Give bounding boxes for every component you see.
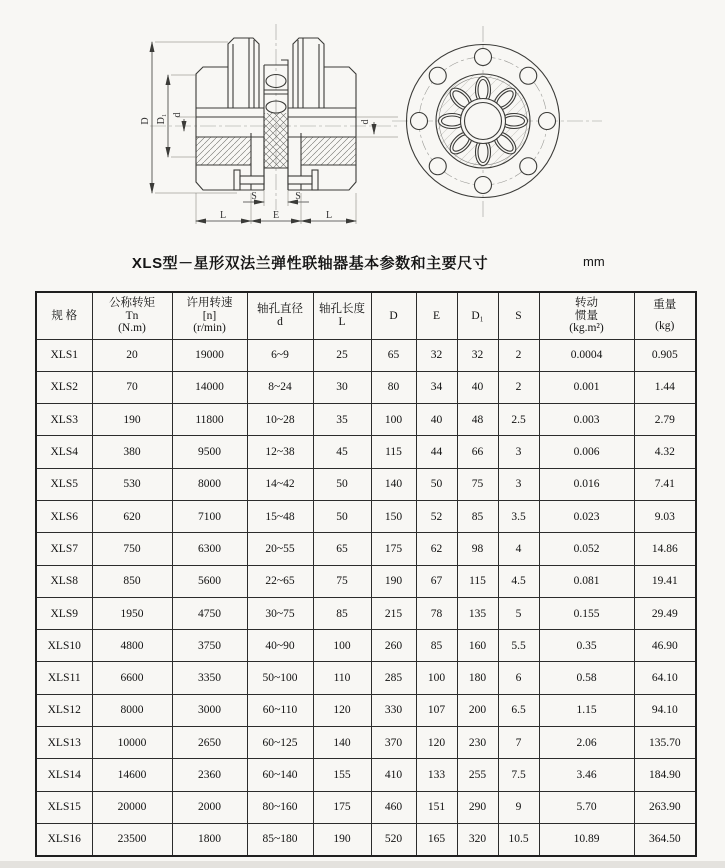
table-row bbox=[36, 468, 696, 500]
value-cell: 8000 bbox=[92, 694, 172, 726]
value-cell: 370 bbox=[371, 727, 416, 759]
value-cell: 30 bbox=[313, 371, 371, 403]
value-cell: 7.5 bbox=[498, 759, 539, 791]
column-header-line: 重量 bbox=[653, 298, 677, 311]
table-header-row bbox=[36, 292, 696, 339]
value-cell: 100 bbox=[371, 404, 416, 436]
value-cell: 115 bbox=[371, 436, 416, 468]
front-view bbox=[392, 26, 602, 217]
value-cell: 20000 bbox=[92, 791, 172, 823]
value-cell: 9.03 bbox=[634, 500, 696, 532]
value-cell: 5.5 bbox=[498, 630, 539, 662]
value-cell: 215 bbox=[371, 597, 416, 629]
value-cell: 3 bbox=[498, 436, 539, 468]
page-title: XLS型－星形双法兰弹性联轴器基本参数和主要尺寸 bbox=[131, 255, 489, 272]
column-header bbox=[457, 292, 498, 339]
value-cell: 6300 bbox=[172, 533, 247, 565]
value-cell: 50 bbox=[313, 500, 371, 532]
value-cell: 135.70 bbox=[634, 727, 696, 759]
dim-label-D1: D₁ bbox=[156, 113, 167, 125]
column-header-line: [n] bbox=[202, 309, 217, 322]
value-cell: 0.006 bbox=[539, 436, 634, 468]
value-cell: 80 bbox=[371, 371, 416, 403]
value-cell: 263.90 bbox=[634, 791, 696, 823]
value-cell: 380 bbox=[92, 436, 172, 468]
dim-label-d-right: d bbox=[360, 119, 371, 125]
value-cell: 64.10 bbox=[634, 662, 696, 694]
value-cell: 25 bbox=[313, 339, 371, 371]
value-cell: 52 bbox=[416, 500, 457, 532]
column-header bbox=[36, 292, 92, 339]
technical-drawing bbox=[0, 0, 725, 250]
column-header bbox=[172, 292, 247, 339]
value-cell: 120 bbox=[313, 694, 371, 726]
table-row bbox=[36, 630, 696, 662]
value-cell: 0.003 bbox=[539, 404, 634, 436]
spec-cell: XLS3 bbox=[36, 404, 92, 436]
column-header-line: (kg) bbox=[655, 320, 675, 333]
value-cell: 2.5 bbox=[498, 404, 539, 436]
value-cell: 14.86 bbox=[634, 533, 696, 565]
value-cell: 6 bbox=[498, 662, 539, 694]
dim-label-S-left: S bbox=[251, 191, 257, 202]
value-cell: 8~24 bbox=[247, 371, 313, 403]
value-cell: 10000 bbox=[92, 727, 172, 759]
value-cell: 175 bbox=[371, 533, 416, 565]
value-cell: 200 bbox=[457, 694, 498, 726]
value-cell: 1.44 bbox=[634, 371, 696, 403]
column-header-line: Tn bbox=[125, 309, 139, 322]
value-cell: 10.5 bbox=[498, 823, 539, 855]
value-cell: 620 bbox=[92, 500, 172, 532]
value-cell: 14000 bbox=[172, 371, 247, 403]
value-cell: 0.023 bbox=[539, 500, 634, 532]
value-cell: 140 bbox=[313, 727, 371, 759]
table-row bbox=[36, 727, 696, 759]
value-cell: 3 bbox=[498, 468, 539, 500]
unit-label: mm bbox=[583, 254, 605, 269]
value-cell: 135 bbox=[457, 597, 498, 629]
value-cell: 78 bbox=[416, 597, 457, 629]
spec-cell: XLS16 bbox=[36, 823, 92, 855]
table-row bbox=[36, 533, 696, 565]
value-cell: 45 bbox=[313, 436, 371, 468]
value-cell: 0.016 bbox=[539, 468, 634, 500]
value-cell: 6600 bbox=[92, 662, 172, 694]
value-cell: 6~9 bbox=[247, 339, 313, 371]
value-cell: 85 bbox=[313, 597, 371, 629]
value-cell: 46.90 bbox=[634, 630, 696, 662]
table-row bbox=[36, 500, 696, 532]
dim-label-d-left: d bbox=[172, 112, 183, 118]
dim-label-L-left: L bbox=[219, 210, 227, 221]
value-cell: 75 bbox=[313, 565, 371, 597]
value-cell: 133 bbox=[416, 759, 457, 791]
value-cell: 35 bbox=[313, 404, 371, 436]
value-cell: 260 bbox=[371, 630, 416, 662]
table-row bbox=[36, 759, 696, 791]
value-cell: 15~48 bbox=[247, 500, 313, 532]
value-cell: 175 bbox=[313, 791, 371, 823]
value-cell: 44 bbox=[416, 436, 457, 468]
value-cell: 34 bbox=[416, 371, 457, 403]
column-header bbox=[371, 292, 416, 339]
column-header-line: S bbox=[515, 309, 522, 322]
column-header-line: 转动 bbox=[575, 297, 598, 309]
value-cell: 107 bbox=[416, 694, 457, 726]
value-cell: 4.5 bbox=[498, 565, 539, 597]
table-row bbox=[36, 436, 696, 468]
value-cell: 2360 bbox=[172, 759, 247, 791]
dim-label-E: E bbox=[272, 210, 280, 221]
value-cell: 184.90 bbox=[634, 759, 696, 791]
column-header-line: (kg.m²) bbox=[569, 322, 604, 334]
table-row bbox=[36, 371, 696, 403]
column-header bbox=[92, 292, 172, 339]
value-cell: 65 bbox=[371, 339, 416, 371]
value-cell: 2 bbox=[498, 339, 539, 371]
value-cell: 60~140 bbox=[247, 759, 313, 791]
value-cell: 520 bbox=[371, 823, 416, 855]
value-cell: 85 bbox=[457, 500, 498, 532]
value-cell: 50 bbox=[416, 468, 457, 500]
value-cell: 5600 bbox=[172, 565, 247, 597]
value-cell: 0.0004 bbox=[539, 339, 634, 371]
value-cell: 85 bbox=[416, 630, 457, 662]
value-cell: 80~160 bbox=[247, 791, 313, 823]
value-cell: 4.32 bbox=[634, 436, 696, 468]
value-cell: 0.58 bbox=[539, 662, 634, 694]
spec-cell: XLS11 bbox=[36, 662, 92, 694]
value-cell: 190 bbox=[371, 565, 416, 597]
dimension-labels bbox=[140, 113, 371, 222]
value-cell: 100 bbox=[313, 630, 371, 662]
spec-cell: XLS5 bbox=[36, 468, 92, 500]
value-cell: 60~125 bbox=[247, 727, 313, 759]
value-cell: 4 bbox=[498, 533, 539, 565]
value-cell: 100 bbox=[416, 662, 457, 694]
value-cell: 460 bbox=[371, 791, 416, 823]
value-cell: 150 bbox=[371, 500, 416, 532]
value-cell: 7 bbox=[498, 727, 539, 759]
value-cell: 4800 bbox=[92, 630, 172, 662]
spec-cell: XLS8 bbox=[36, 565, 92, 597]
value-cell: 11800 bbox=[172, 404, 247, 436]
value-cell: 8000 bbox=[172, 468, 247, 500]
value-cell: 20~55 bbox=[247, 533, 313, 565]
spec-cell: XLS14 bbox=[36, 759, 92, 791]
value-cell: 23500 bbox=[92, 823, 172, 855]
value-cell: 65 bbox=[313, 533, 371, 565]
column-header bbox=[313, 292, 371, 339]
value-cell: 115 bbox=[457, 565, 498, 597]
column-header bbox=[247, 292, 313, 339]
value-cell: 7.41 bbox=[634, 468, 696, 500]
value-cell: 140 bbox=[371, 468, 416, 500]
page-edge-strip bbox=[0, 861, 725, 868]
value-cell: 1800 bbox=[172, 823, 247, 855]
value-cell: 32 bbox=[457, 339, 498, 371]
column-header-line: 公称转矩 bbox=[109, 297, 155, 309]
value-cell: 750 bbox=[92, 533, 172, 565]
value-cell: 230 bbox=[457, 727, 498, 759]
value-cell: 2650 bbox=[172, 727, 247, 759]
value-cell: 40 bbox=[457, 371, 498, 403]
value-cell: 12~38 bbox=[247, 436, 313, 468]
value-cell: 5 bbox=[498, 597, 539, 629]
value-cell: 94.10 bbox=[634, 694, 696, 726]
table-body bbox=[36, 339, 696, 856]
spec-cell: XLS6 bbox=[36, 500, 92, 532]
dim-label-S-right: S bbox=[295, 191, 301, 202]
table-row bbox=[36, 597, 696, 629]
spec-cell: XLS2 bbox=[36, 371, 92, 403]
value-cell: 50~100 bbox=[247, 662, 313, 694]
column-header bbox=[498, 292, 539, 339]
spec-cell: XLS9 bbox=[36, 597, 92, 629]
value-cell: 330 bbox=[371, 694, 416, 726]
value-cell: 160 bbox=[457, 630, 498, 662]
value-cell: 4750 bbox=[172, 597, 247, 629]
value-cell: 70 bbox=[92, 371, 172, 403]
value-cell: 66 bbox=[457, 436, 498, 468]
column-header-line: 轴孔长度 bbox=[319, 303, 365, 316]
value-cell: 5.70 bbox=[539, 791, 634, 823]
value-cell: 14~42 bbox=[247, 468, 313, 500]
column-header-line: E bbox=[432, 309, 441, 322]
value-cell: 0.35 bbox=[539, 630, 634, 662]
value-cell: 3350 bbox=[172, 662, 247, 694]
column-header-line: L bbox=[338, 315, 346, 328]
table-row bbox=[36, 339, 696, 371]
column-header-line: (N.m) bbox=[118, 322, 146, 334]
value-cell: 410 bbox=[371, 759, 416, 791]
value-cell: 0.905 bbox=[634, 339, 696, 371]
value-cell: 2.79 bbox=[634, 404, 696, 436]
value-cell: 19000 bbox=[172, 339, 247, 371]
value-cell: 2.06 bbox=[539, 727, 634, 759]
spec-cell: XLS1 bbox=[36, 339, 92, 371]
value-cell: 75 bbox=[457, 468, 498, 500]
table-row bbox=[36, 694, 696, 726]
dim-label-D: D bbox=[140, 117, 151, 125]
value-cell: 190 bbox=[92, 404, 172, 436]
table-row bbox=[36, 791, 696, 823]
value-cell: 6.5 bbox=[498, 694, 539, 726]
column-header-line: D₁ bbox=[471, 309, 484, 322]
value-cell: 3.46 bbox=[539, 759, 634, 791]
value-cell: 20 bbox=[92, 339, 172, 371]
value-cell: 2000 bbox=[172, 791, 247, 823]
value-cell: 40~90 bbox=[247, 630, 313, 662]
parameters-table bbox=[35, 291, 697, 857]
value-cell: 1.15 bbox=[539, 694, 634, 726]
spec-cell: XLS10 bbox=[36, 630, 92, 662]
value-cell: 3000 bbox=[172, 694, 247, 726]
value-cell: 22~65 bbox=[247, 565, 313, 597]
value-cell: 110 bbox=[313, 662, 371, 694]
column-header bbox=[634, 292, 696, 339]
value-cell: 165 bbox=[416, 823, 457, 855]
value-cell: 9 bbox=[498, 791, 539, 823]
value-cell: 0.081 bbox=[539, 565, 634, 597]
value-cell: 40 bbox=[416, 404, 457, 436]
value-cell: 180 bbox=[457, 662, 498, 694]
value-cell: 151 bbox=[416, 791, 457, 823]
column-header bbox=[416, 292, 457, 339]
value-cell: 50 bbox=[313, 468, 371, 500]
value-cell: 850 bbox=[92, 565, 172, 597]
value-cell: 30~75 bbox=[247, 597, 313, 629]
value-cell: 14600 bbox=[92, 759, 172, 791]
value-cell: 67 bbox=[416, 565, 457, 597]
column-header-line: d bbox=[277, 315, 283, 328]
value-cell: 62 bbox=[416, 533, 457, 565]
value-cell: 285 bbox=[371, 662, 416, 694]
column-header-line: 轴孔直径 bbox=[257, 303, 303, 316]
value-cell: 2 bbox=[498, 371, 539, 403]
spec-cell: XLS13 bbox=[36, 727, 92, 759]
column-header bbox=[539, 292, 634, 339]
value-cell: 530 bbox=[92, 468, 172, 500]
column-header-line: 许用转速 bbox=[186, 297, 233, 309]
value-cell: 32 bbox=[416, 339, 457, 371]
spec-cell: XLS7 bbox=[36, 533, 92, 565]
column-header-line: 惯量 bbox=[575, 309, 598, 322]
table-row bbox=[36, 823, 696, 855]
value-cell: 3750 bbox=[172, 630, 247, 662]
value-cell: 9500 bbox=[172, 436, 247, 468]
value-cell: 29.49 bbox=[634, 597, 696, 629]
value-cell: 190 bbox=[313, 823, 371, 855]
table-row bbox=[36, 404, 696, 436]
value-cell: 85~180 bbox=[247, 823, 313, 855]
value-cell: 0.052 bbox=[539, 533, 634, 565]
value-cell: 0.155 bbox=[539, 597, 634, 629]
column-header-line: (r/min) bbox=[193, 322, 226, 334]
value-cell: 255 bbox=[457, 759, 498, 791]
value-cell: 0.001 bbox=[539, 371, 634, 403]
value-cell: 98 bbox=[457, 533, 498, 565]
spec-cell: XLS15 bbox=[36, 791, 92, 823]
value-cell: 7100 bbox=[172, 500, 247, 532]
value-cell: 10~28 bbox=[247, 404, 313, 436]
value-cell: 120 bbox=[416, 727, 457, 759]
value-cell: 290 bbox=[457, 791, 498, 823]
value-cell: 155 bbox=[313, 759, 371, 791]
value-cell: 48 bbox=[457, 404, 498, 436]
column-header-line: D bbox=[389, 309, 398, 322]
spec-cell: XLS12 bbox=[36, 694, 92, 726]
column-header-line: 规 格 bbox=[51, 309, 78, 322]
value-cell: 60~110 bbox=[247, 694, 313, 726]
spec-cell: XLS4 bbox=[36, 436, 92, 468]
value-cell: 10.89 bbox=[539, 823, 634, 855]
value-cell: 320 bbox=[457, 823, 498, 855]
value-cell: 1950 bbox=[92, 597, 172, 629]
table-row bbox=[36, 662, 696, 694]
value-cell: 19.41 bbox=[634, 565, 696, 597]
dim-label-L-right: L bbox=[325, 210, 333, 221]
value-cell: 364.50 bbox=[634, 823, 696, 855]
value-cell: 3.5 bbox=[498, 500, 539, 532]
table-row bbox=[36, 565, 696, 597]
